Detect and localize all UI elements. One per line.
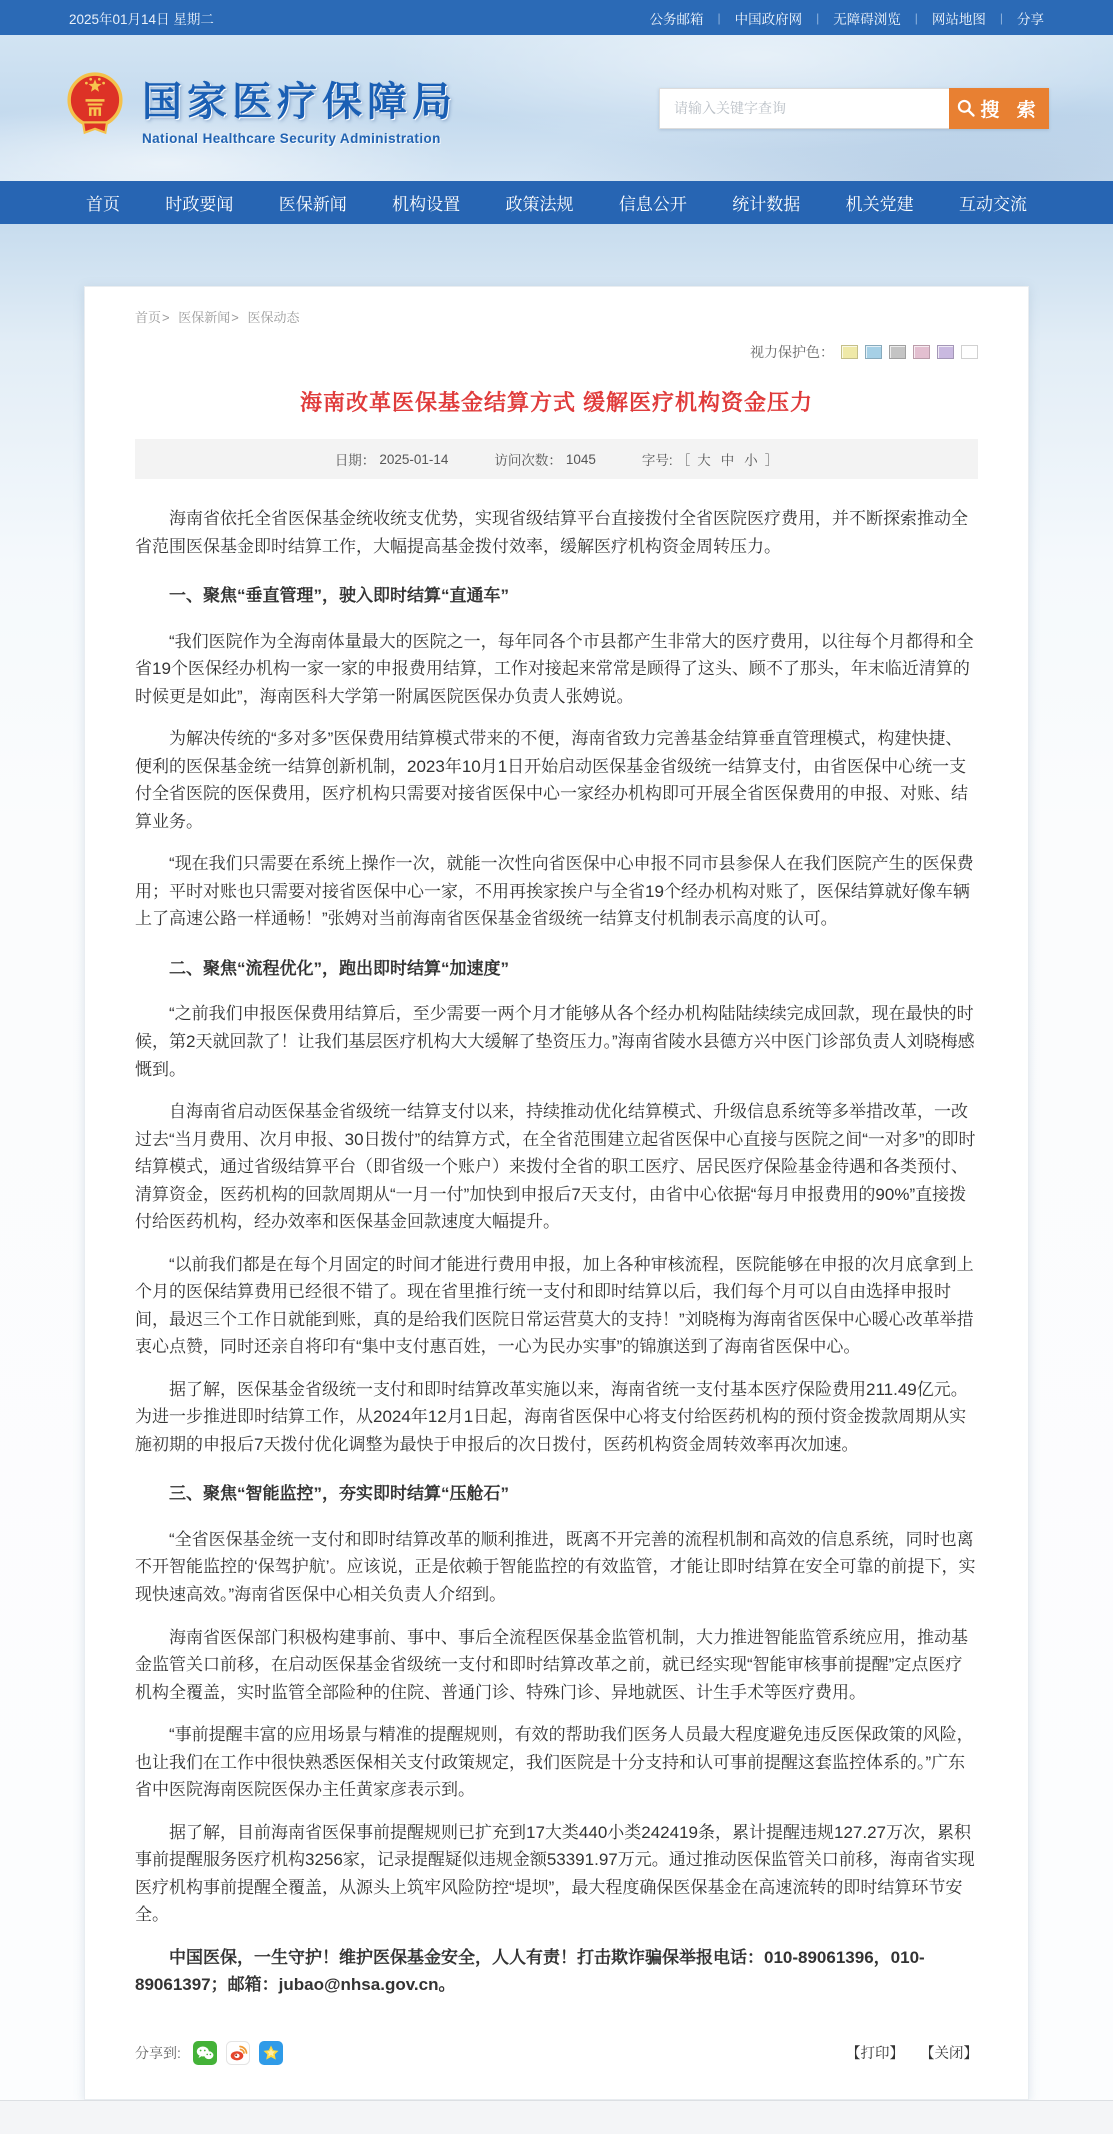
- meta-font-label: 字号:: [641, 453, 673, 468]
- nav-item-organization[interactable]: 机构设置: [392, 195, 461, 214]
- logo-text: [142, 70, 457, 146]
- section-heading-3: 三、聚焦“智能监控”，夯实即时结算“压舱石”: [169, 1484, 509, 1504]
- eye-color-yellow[interactable]: [841, 345, 858, 359]
- meta-font-size: [642, 449, 778, 469]
- article-paragraph: “我们医院作为全海南体量最大的医院之一，每年同各个市县都产生非常大的医疗费用，以往每个月都得和全省19个医保经办机构一家一家的申报费用结算，工作对接起来常常是顾得了这头、顾不了那头，年末临近清算的时候更是如此”，海南医科大学第一附属医院医保办负责人张娉说。: [135, 631, 974, 706]
- eye-protection-row: [135, 332, 978, 366]
- nav-item-interaction[interactable]: 互动交流: [959, 195, 1027, 214]
- meta-visits-label: 访问次数：: [494, 453, 562, 468]
- font-size-medium-button[interactable]: 中: [720, 453, 735, 468]
- topbar-link-govweb[interactable]: 中国政府网: [734, 11, 803, 27]
- article-meta-bar: [135, 439, 978, 479]
- article-body: [135, 505, 978, 1999]
- eye-color-blue[interactable]: [865, 345, 882, 359]
- nav-item-policies[interactable]: 政策法规: [505, 195, 574, 214]
- document-actions: [846, 2042, 978, 2063]
- current-date: 2025年01月14日 星期二: [69, 11, 214, 27]
- search-box: [659, 88, 1049, 129]
- article-paragraph: 为解决传统的“多对多”医保费用结算模式带来的不便，海南省致力完善基金结算垂直管理模式，构建快捷、便利的医保基金统一结算创新机制，2023年10月1日开始启动医保基金省级统一结算支付，由省医保中心统一支付全省医院的医保费用，医疗机构只需要对接省医保中心一家经办机构即可开展全省医保费用的申报、对账、结算业务。: [135, 729, 968, 831]
- eye-color-gray[interactable]: [889, 345, 906, 359]
- search-button[interactable]: [949, 88, 1049, 129]
- article-title: 海南改革医保基金结算方式 缓解医疗机构资金压力: [299, 390, 814, 415]
- article-closing-statement: 中国医保，一生守护！维护医保基金安全，人人有责！打击欺诈骗保举报电话：010-89061396，010-89061397；邮箱：jubao@nhsa.gov.cn。: [135, 1947, 925, 1995]
- nav-item-medical-news[interactable]: 医保新闻: [278, 195, 347, 214]
- article-card: [84, 286, 1029, 2100]
- magnifier-icon: [956, 98, 976, 118]
- breadcrumb-home[interactable]: 首页: [135, 310, 162, 325]
- article-paragraph: “事前提醒丰富的应用场景与精准的提醒规则，有效的帮助我们医务人员最大程度避免违反医保政策的风险，也让我们在工作中很快熟悉医保相关支付政策规定，我们医院是十分支持和认可事前提醒这套监控体系的。”广东省中医院海南医院医保办主任黄家彦表示到。: [135, 1725, 974, 1800]
- topbar-link-share[interactable]: 分享: [1017, 11, 1044, 27]
- article-paragraph: “全省医保基金统一支付和即时结算改革的顺利推进，既离不开完善的流程机制和高效的信息系统，同时也离不开智能监控的‘保驾护航’。应该说，正是依赖于智能监控的有效监管，才能让即时结算在安全可靠的前提下，实现快速高效。”海南省医保中心相关负责人介绍到。: [135, 1529, 976, 1604]
- nav-item-info-disclosure[interactable]: 信息公开: [618, 195, 687, 214]
- weibo-icon[interactable]: [226, 2041, 250, 2065]
- section-heading-2: 二、聚焦“流程优化”，跑出即时结算“加速度”: [169, 958, 509, 978]
- article-paragraph: 据了解，医保基金省级统一支付和即时结算改革实施以来，海南省统一支付基本医疗保险费用211.49亿元。为进一步推进即时结算工作，从2024年12月1日起，海南省医保中心将支付给医药机构的预付资金拨款周期从实施初期的申报后7天拨付优化调整为最快于申报后的次日拨付，医药机构资金周转效率再次加速。: [135, 1379, 968, 1454]
- share-icons: [193, 2041, 283, 2065]
- article-paragraph: 自海南省启动医保基金省级统一结算支付以来，持续推动优化结算模式、升级信息系统等多举措改革，一改过去“当月费用、次月申报、30日拨付”的结算方式，在全省范围建立起省医保中心直接与医院之间“一对多”的即时结算模式，通过省级结算平台（即省级一个账户）来拨付全省的职工医疗、居民医疗保险基金待遇和各类预付、清算资金，医药机构的回款周期从“一月一付”加快到申报后7天支付，由省中心依据“每月申报费用的90%”直接拨付给医药机构，经办效率和医保基金回款速度大幅提升。: [135, 1102, 976, 1232]
- topbar-link-mail[interactable]: 公务邮箱: [649, 11, 704, 27]
- search-input[interactable]: [659, 88, 949, 129]
- qzone-icon[interactable]: [259, 2041, 283, 2065]
- article-paragraph: “现在我们只需要在系统上操作一次，就能一次性向省医保中心申报不同市县参保人在我们医院产生的医保费用；平时对账也只需要对接省医保中心一家，不用再挨家挨户与全省19个经办机构对账了，医保结算就好像车辆上了高速公路一样通畅！”张娉对当前海南省医保基金省级统一结算支付机制表示高度的认可。: [135, 854, 974, 929]
- font-size-small-button[interactable]: 小: [744, 453, 758, 468]
- topbar: [0, 0, 1113, 35]
- article-paragraph: 据了解，目前海南省医保事前提醒规则已扩充到17大类440小类242419条，累计提醒违规127.27万次，累积事前提醒服务医疗机构3256家，记录提醒疑似违规金额53391.97万元。通过推动医保监管关口前移，海南省实现医疗机构事前提醒全覆盖，从源头上筑牢风险防控“堤坝”，最大程度确保医保基金在高速流转的即时结算环节安全。: [135, 1822, 975, 1925]
- nav-item-party-building[interactable]: 机关党建: [845, 195, 914, 214]
- separator: |: [717, 10, 721, 25]
- article-paragraph: 海南省医保部门积极构建事前、事中、事后全流程医保基金监管机制，大力推进智能监管系统应用，推动基金监管关口前移，在启动医保基金省级统一支付和即时结算改革之前，就已经实现“智能审核事前提醒”定点医疗机构全覆盖，实时监管全部险种的住院、普通门诊、特殊门诊、异地就医、计生手术等医疗费用。: [135, 1627, 968, 1702]
- site-name: 国家医疗保障局: [142, 80, 457, 124]
- nav-item-home[interactable]: 首页: [86, 195, 120, 214]
- nav-item-politics-news[interactable]: 时政要闻: [165, 195, 234, 214]
- bracket: ］: [764, 453, 779, 468]
- share-row: [135, 2041, 978, 2065]
- bracket: ［: [676, 453, 691, 468]
- breadcrumb-separator: >: [231, 310, 239, 325]
- national-emblem-icon: [64, 70, 126, 147]
- meta-visits: [494, 449, 596, 469]
- eye-protection-label: 视力保护色：: [750, 344, 834, 360]
- site-name-english: National Healthcare Security Administration: [142, 131, 441, 146]
- topbar-link-accessibility[interactable]: 无障碍浏览: [833, 11, 901, 27]
- eye-color-white[interactable]: [961, 345, 978, 359]
- site-logo[interactable]: [64, 70, 457, 147]
- wechat-icon[interactable]: [193, 2041, 217, 2065]
- meta-date: [335, 449, 449, 469]
- topbar-links: [650, 8, 1045, 28]
- eye-color-pink[interactable]: [913, 345, 930, 359]
- separator: |: [816, 10, 820, 25]
- eye-color-purple[interactable]: [937, 345, 954, 359]
- article-paragraph: “之前我们申报医保费用结算后，至少需要一两个月才能够从各个经办机构陆陆续续完成回款，现在最快的时候，第2天就回款了！让我们基层医疗机构大大缓解了垫资压力。”海南省陵水县德方兴中医门诊部负责人刘晓梅感慨到。: [135, 1004, 975, 1079]
- breadcrumb: [135, 299, 978, 332]
- breadcrumb-medical-news[interactable]: 医保新闻: [178, 310, 231, 325]
- share-label: 分享到:: [135, 2044, 181, 2061]
- font-size-large-button[interactable]: 大: [697, 453, 711, 468]
- separator: |: [999, 10, 1003, 25]
- print-button[interactable]: 【打印】: [846, 2046, 904, 2063]
- meta-visits-value: 1045: [565, 451, 596, 467]
- breadcrumb-medical-trends[interactable]: 医保动态: [247, 310, 300, 325]
- section-heading-1: 一、聚焦“垂直管理”，驶入即时结算“直通车”: [169, 586, 509, 606]
- search-button-label: 搜 索: [980, 99, 1042, 121]
- breadcrumb-separator: >: [162, 310, 170, 325]
- topbar-link-sitemap[interactable]: 网站地图: [931, 11, 986, 27]
- article-paragraph: “以前我们都是在每个月固定的时间才能进行费用申报，加上各种审核流程，医院能够在申报的次月底拿到上个月的医保结算费用已经很不错了。现在省里推行统一支付和即时结算以后，我们每个月可以自由选择申报时间，最迟三个工作日就能到账，真的是给我们医院日常运营莫大的支持！”刘晓梅为海南省医保中心暖心改革举措衷心点赞，同时还亲自将印有“集中支付惠百姓，一心为民办实事”的锦旗送到了海南省医保中心。: [135, 1254, 974, 1357]
- page-body: [0, 224, 1113, 2100]
- site-footer: [0, 2100, 1113, 2134]
- meta-date-label: 日期：: [334, 453, 376, 468]
- article-paragraph: 海南省依托全省医保基金统收统支优势，实现省级结算平台直接拨付全省医院医疗费用，并不断探索推动全省范围医保基金即时结算工作，大幅提高基金拨付效率，缓解医疗机构资金周转压力。: [135, 509, 968, 556]
- meta-date-value: 2025-01-14: [379, 451, 449, 467]
- nav-item-statistics[interactable]: 统计数据: [732, 195, 801, 214]
- site-header: [0, 35, 1113, 181]
- close-button[interactable]: 【关闭】: [920, 2046, 978, 2063]
- separator: |: [914, 10, 918, 25]
- main-nav: [0, 181, 1113, 224]
